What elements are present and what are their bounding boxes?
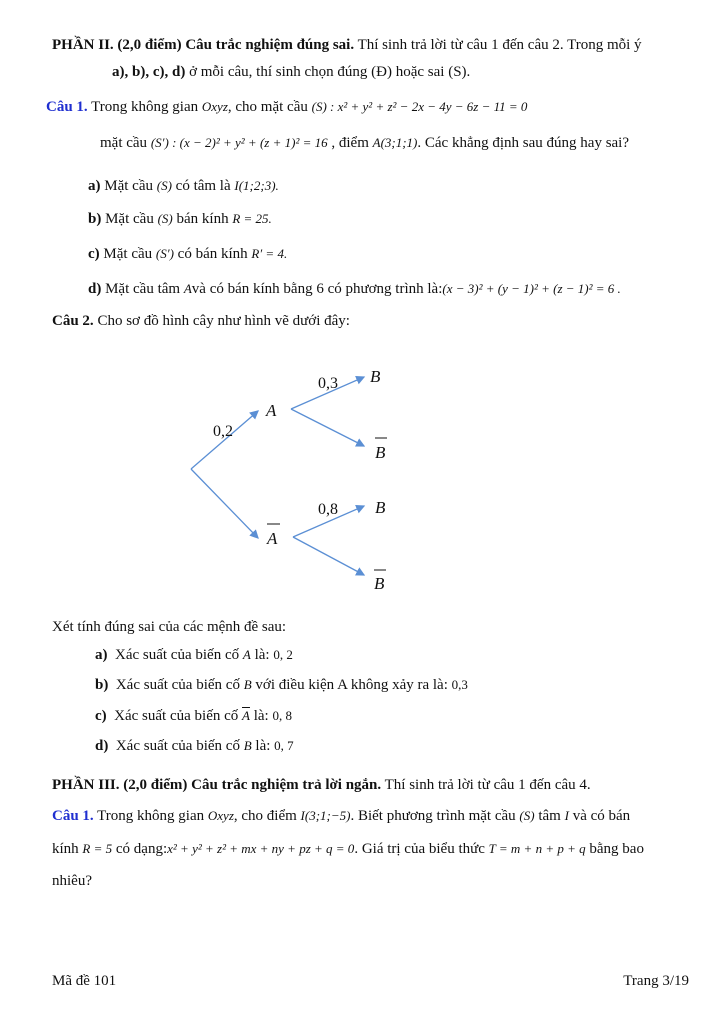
part3-title: PHẦN III.	[52, 777, 120, 793]
option-text: Mặt cầu tâm	[105, 281, 181, 297]
footer-exam-code: Mã đề 101	[52, 973, 117, 989]
node-b-1: B	[370, 367, 381, 386]
option-math: (x − 3)² + (y − 1)² + (z − 1)² = 6 .	[442, 281, 621, 296]
option-text: Mặt cầu	[104, 178, 153, 194]
option-text: có tâm là	[175, 178, 231, 194]
option-math: (S)	[157, 211, 173, 226]
p3q1-radius: R = 5	[82, 841, 113, 856]
option-text: là:	[254, 647, 270, 663]
q2-option-c	[95, 706, 292, 726]
option-label: c)	[88, 246, 100, 262]
q1-oxyz: Oxyz	[201, 99, 228, 114]
p3q1-label: Câu 1.	[52, 808, 94, 824]
option-math: 0, 7	[274, 738, 294, 753]
option-math: A	[183, 281, 192, 296]
option-math: A	[242, 647, 251, 662]
branch-root-to-a	[191, 411, 258, 469]
option-text: là:	[253, 708, 269, 724]
q2-option-d	[95, 736, 294, 756]
q1-sphere-s-equation: (S) : x² + y² + z² − 2x − 4y − 6z − 11 = 0	[311, 99, 528, 114]
p3q1-equation: x² + y² + z² + mx + ny + pz + q = 0	[167, 841, 355, 856]
option-text: là:	[255, 738, 271, 754]
part2-options: a), b), c), d)	[112, 64, 186, 80]
p3q1-i: I	[564, 808, 569, 823]
option-label: a)	[95, 647, 108, 663]
part3-score: (2,0 điểm)	[123, 777, 188, 793]
option-text: Mặt cầu	[103, 246, 153, 262]
node-b-bar-1: B	[375, 443, 386, 462]
option-text: có bán kính	[177, 246, 248, 262]
node-a-bar: A	[267, 529, 278, 548]
prob-b-given-a: 0,3	[318, 375, 338, 392]
option-text: Xác suất của biến cố	[114, 708, 239, 724]
node-b-2: B	[375, 498, 386, 517]
part2-heading: Câu trắc nghiệm đúng sai.	[185, 37, 355, 53]
p3q1-expression: T = m + n + p + q	[488, 841, 586, 856]
part3-intro: Thí sinh trả lời từ câu 1 đến câu 4.	[384, 777, 591, 793]
q2-label: Câu 2.	[52, 313, 94, 329]
q1-text: . Các khẳng định sau đúng hay sai?	[417, 135, 630, 151]
p3q1-line3: nhiêu?	[52, 873, 92, 889]
p3q1-text: có dạng:	[115, 841, 168, 857]
p3q1-text: kính	[52, 841, 79, 857]
q1-text: , cho mặt cầu	[227, 99, 308, 115]
option-label: c)	[95, 708, 107, 724]
option-label: b)	[95, 677, 109, 693]
prob-a-label: 0,2	[213, 423, 233, 440]
p3q1-line2	[52, 839, 644, 859]
option-label: d)	[95, 738, 109, 754]
option-text: Xác suất của biến cố	[115, 738, 240, 754]
option-text: Mặt cầu	[105, 211, 154, 227]
option-text: với điều kiện A không xảy ra là:	[255, 677, 448, 693]
q2-text: Cho sơ đồ hình cây như hình vẽ dưới đây:	[97, 313, 350, 329]
p3q1-text: . Giá trị của biểu thức	[354, 841, 485, 857]
part2-intro: Thí sinh trả lời từ câu 1 đến câu 2. Trong mỗi ý	[357, 37, 642, 53]
option-label: b)	[88, 211, 102, 227]
option-math: B	[243, 738, 252, 753]
p3q1-point-i: I(3;1;−5)	[300, 808, 351, 823]
q1-text: mặt cầu	[100, 135, 148, 151]
option-label: d)	[88, 281, 102, 297]
option-math: I(1;2;3).	[234, 178, 279, 193]
option-text: và có bán kính bằng 6 có phương trình là:	[191, 281, 443, 297]
branch-a-to-bbar	[291, 409, 364, 446]
p3q1-oxyz: Oxyz	[207, 808, 234, 823]
option-math: 0,3	[451, 677, 468, 692]
option-math: R = 25.	[232, 211, 272, 226]
part2-title: PHẦN II.	[52, 37, 114, 53]
part2-intro-2: ở mỗi câu, thí sinh chọn đúng (Đ) hoặc sai (S).	[189, 64, 471, 80]
option-math: (S′)	[155, 246, 174, 261]
footer-page-number: Trang 3/19	[623, 973, 689, 989]
q2-option-b	[95, 675, 468, 695]
option-math: (S)	[156, 178, 172, 193]
option-math: R′ = 4.	[251, 246, 288, 261]
option-text: Xác suất của biến cố	[115, 647, 240, 663]
p3q1-text: và có bán	[572, 808, 631, 824]
q1-label: Câu 1.	[46, 99, 88, 115]
prob-b-given-abar: 0,8	[318, 501, 338, 518]
part2-score: (2,0 điểm)	[117, 37, 182, 53]
p3q1-text: , cho điểm	[233, 808, 297, 824]
part3-heading-line	[52, 775, 591, 795]
node-a: A	[266, 401, 277, 420]
branch-root-to-abar	[191, 469, 258, 538]
q2-prompt: Xét tính đúng sai của các mệnh đề sau:	[52, 619, 287, 635]
branch-abar-to-bbar	[293, 537, 364, 575]
option-math: 0, 2	[273, 647, 293, 662]
option-math: B	[243, 677, 252, 692]
p3q1-text: Trong không gian	[97, 808, 205, 824]
q2-option-a	[95, 645, 293, 665]
q1-text: , điểm	[331, 135, 369, 151]
p3q1-text: bằng bao	[589, 841, 644, 857]
q1-sphere-s2-equation: (S′) : (x − 2)² + y² + (z + 1)² = 16	[150, 135, 328, 150]
option-label: a)	[88, 178, 101, 194]
p3q1-text: tâm	[538, 808, 561, 824]
p3q1-s: (S)	[519, 808, 535, 823]
q1-text: Trong không gian	[91, 99, 199, 115]
option-text: bán kính	[176, 211, 229, 227]
p3q1-text: . Biết phương trình mặt cầu	[350, 808, 516, 824]
option-math: 0, 8	[272, 708, 292, 723]
part3-heading: Câu trắc nghiệm trả lời ngắn.	[191, 777, 382, 793]
option-text: Xác suất của biến cố	[115, 677, 240, 693]
p3q1-line1	[52, 806, 630, 826]
q1-point-a: A(3;1;1)	[372, 135, 418, 150]
node-b-bar-2: B	[374, 574, 385, 593]
option-math-a-bar: $\overline{A}$	[242, 708, 250, 723]
